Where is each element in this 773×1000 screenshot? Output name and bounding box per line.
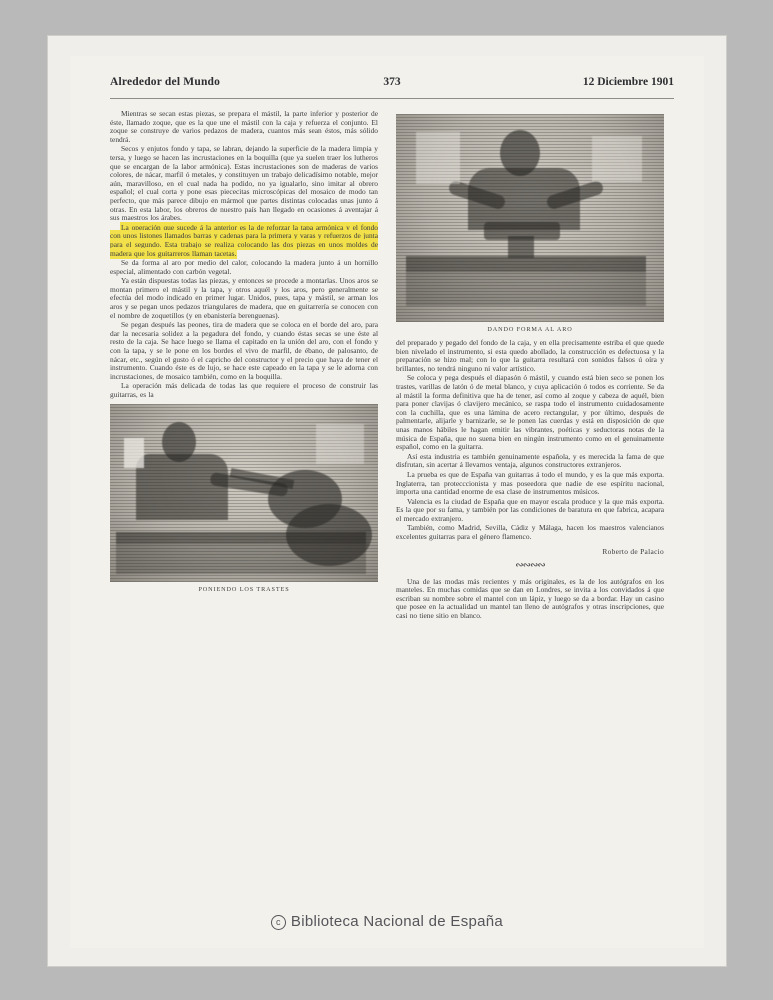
ornament-divider: ∾∾∾∾	[515, 559, 545, 571]
paragraph: Así esta industria es también genuinamente española, y es merecida la fama de que disfrutan, sin acertar á llevarnos ventaja, algunos constructores extranjeros.	[396, 451, 664, 470]
copyright-icon: c	[271, 915, 286, 930]
figure-image	[110, 404, 378, 582]
paragraph: Se coloca y pega después el diapasón ó mástil, y cuando está bien seco se ponen los trastes, varillas de latón ó de metal blanco, y cuya aplicación ó todos es corriente. Se da al mástil la forma definitiva que ha de tener, así como al zoque y cabeza de aquél, bien para poner clavijas ó clavijero mecánico, se raspa todo el instrumento cuidadosamente con la cuchilla, que es una lámina de acero rectangular, y por último, después de palmentarle, alijarle y barnizarle, se le ponen las cuerdas y está en disposición de que unas manos hábiles le hagan emitir las vibrantes, poéticas y seductoras notas de la música de España, que no suena bien en ningún instrumento como en el genuinamente español, como en la guitarra.	[396, 373, 664, 452]
paragraph: La prueba es que de España van guitarras á todo el mundo, y es la que más exporta. Inglaterra, tan protecccionista y mas poseedora que nadie de ese espíritu nacional, importa una cantidad enorme de esa clase de instrumentos músicos.	[396, 469, 664, 497]
library-watermark	[48, 913, 726, 930]
page-number: 373	[383, 76, 401, 88]
paragraph: Una de las modas más recientes y más originales, es la de los autógrafos en los manteles. En muchas comidas que se dan en Londres, se invita a los convidados á que escriban su nombre sobre el mantel con un lápiz, y luego se da a bordar. Hay un casino que posee en la actualidad un mantel tan lleno de autógrafos y otras inscripciones, que casi no tiene sitio en blanco.	[396, 576, 664, 621]
figure-dando-forma-al-aro	[396, 114, 664, 333]
paragraph: También, como Madrid, Sevilla, Cádiz y Málaga, hacen los maestros valencianos excelentes guitarras para el género flamenco.	[396, 523, 664, 542]
paragraph: La operación más delicada de todas las que requiere el proceso de construir las guitarras, es la	[110, 381, 378, 399]
scanned-page	[48, 36, 726, 966]
highlight-span: La operación que sucede á la anterior es la de reforzar la tapa armónica y el fondo con unos listones llamados barras y cadenas para la primera y varas y refuerzos de junta para el segundo. Esta trabajo se realiza colocando las dos piezas en unos moldes de madera que los guitarreros llaman tacetas.	[110, 222, 378, 258]
author-signature: Roberto de Palacio	[602, 546, 664, 556]
figure-image	[396, 114, 664, 322]
paragraph-highlighted	[110, 224, 378, 258]
paragraph: Mientras se secan estas piezas, se prepara el mástil, la parte inferior y posterior de éste, llamado zoque, que es la que une el mástil con la caja y refuerza el conjunto. El zoque se construye de varios pedazos de madera, cuantos más sean éstos, más sólido tendrá.	[110, 109, 378, 144]
page-masthead	[110, 76, 674, 99]
paragraph: Se da forma al aro por medio del calor, colocando la madera junto á un hornillo especial, alimentado con carbón vegetal.	[110, 258, 378, 276]
paragraph: del preparado y pegado del fondo de la caja, y en ella precisamente estriba el que quede bien nivelado el instrumento, si esta quedo abollado, la construcción es defectuosa y la preparación se hizo mal; con lo que la guitarra resultará con sonidos falsos ú oíra y brillantes, no tendrá ninguno ni valor artístico.	[396, 338, 664, 373]
paragraph: Valencia es la ciudad de España que en mayor escala produce y la que más exporta. Es la que por su fama, y también por las condiciones de baratura en que fabrica, acapara el mercado extranjero.	[396, 496, 664, 523]
figure-poniendo-los-trastes	[110, 404, 378, 593]
publication-title: Alrededor del Mundo	[110, 76, 221, 88]
paragraph: Secos y enjutos fondo y tapa, se labran, dejando la superficie de la madera limpia y tersa, y luego se hacen las incrustaciones en la boquilla (que ya suelen traer los lutheros que se encargan de la labor armónica). Estas incrustaciones son de maderas de varios colores, de nácar, marfil ó metales, y constituyen un trabajo delicadísimo notable, mejor aún, maravilloso, en el cual nada ha podido, no ya igualarlo, sino imitar al obrero español; el cual corta y pone esas piececitas microscópicas del mosaico de modo tan perfecto, que más parece dibujo en mármol que partes distintas colocadas unas junto á otras. En esta labor, los obreros de nuestro país han llegado en ocasiones á aventajar á sus maestros los árabes.	[110, 144, 378, 223]
issue-date: 12 Diciembre 1901	[582, 76, 674, 88]
figure-caption: PONIENDO LOS TRASTES	[198, 585, 290, 593]
column-right	[396, 110, 664, 622]
paragraph: Ya están dispuestas todas las piezas, y entonces se procede a montarlas. Unos aros se montan primero el mástil y la tapa, y otros aquél y los aros, pero generalmente se efectúa del modo indicado en primer lugar. Unidos, pues, tapa y mástil, se arman los aros y se pegan unos pedazos triangulares de madera, que en guitarrería se conocen con el nombre de zoquetillos (y en ebanistería berenguenas).	[110, 276, 378, 320]
figure-caption: DANDO FORMA AL ARO	[487, 326, 573, 333]
paragraph: Se pegan después las peones, tira de madera que se coloca en el borde del aro, para dar la necesaria solidez a la pegadura del fondo, y cuando éstas secas se une éste al resto de la caja. Se hace luego se llama el capitado en la unión del aro, con el fondo y con la tapa, y se le pone en los bordes el vivo de marfil, de ébano, de palosanto, de nácar, etc., según el gusto ó el capricho del constructor y el precio que haya de tener el instrumento. Cuando éste es de lujo, se hace este capeado en la tapa y se le adorna con incrustaciones, de mosaico también, como en la boquilla.	[110, 320, 378, 381]
column-left	[110, 110, 378, 599]
watermark-text: Biblioteca Nacional de España	[290, 913, 504, 930]
